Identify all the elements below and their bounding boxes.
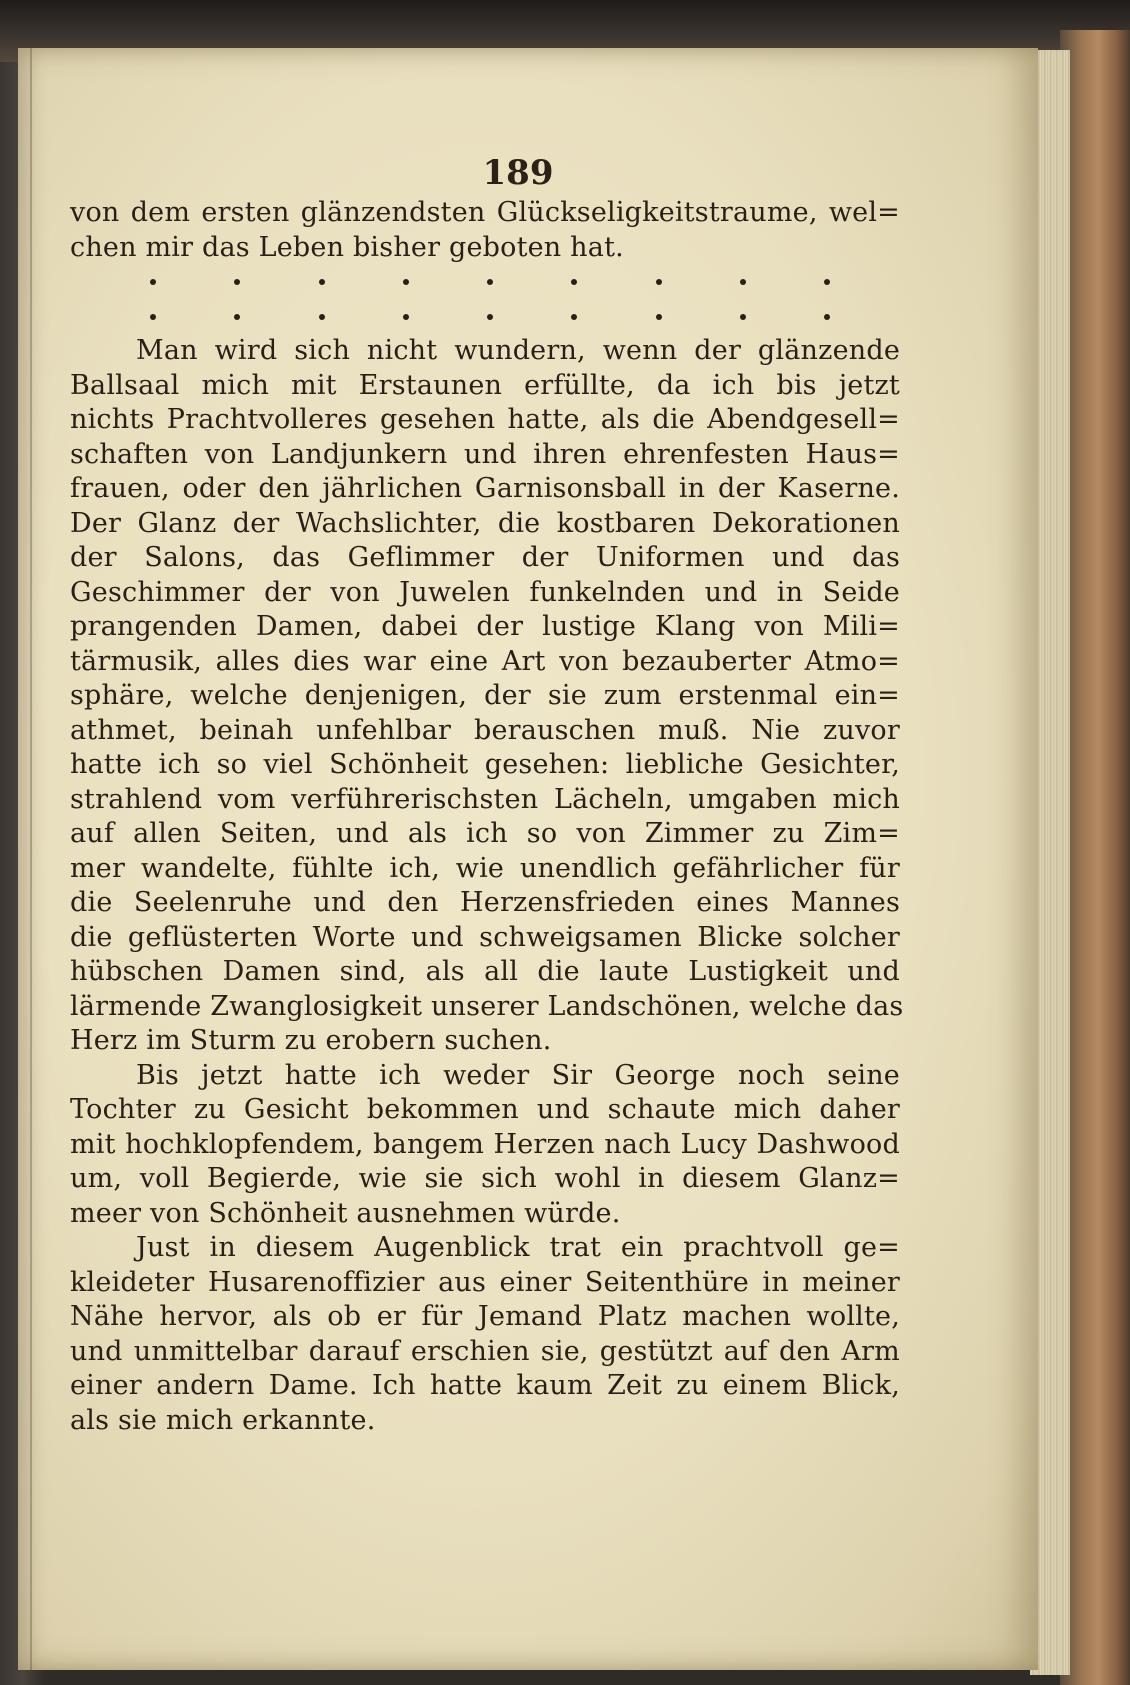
text-line: auf allen Seiten, und als ich so von Zimmer zu Zim= — [70, 818, 900, 849]
text-line: als sie mich erkannte. — [70, 1404, 376, 1436]
text-line: lärmende Zwanglosigkeit unserer Landschönen, welche das — [70, 990, 904, 1022]
book-cover-edge — [1060, 30, 1130, 1685]
text-line: Ballsaal mich mit Erstaunen erfüllte, da ich bis jetzt — [70, 369, 900, 401]
text-line: nichts Prachtvolleres gesehen hatte, als die Abendgesell= — [70, 404, 900, 435]
text-line: der Salons, das Geflimmer der Uniformen und das — [70, 542, 900, 573]
page-gutter — [30, 48, 32, 1670]
ellipsis-dot — [740, 314, 746, 320]
page-number: 189 — [482, 153, 554, 193]
text-line: die Seelenruhe und den Herzensfrieden eines Mannes — [70, 887, 900, 918]
text-line: strahlend vom verführerischsten Lächeln, umgaben mich — [70, 783, 900, 815]
ellipsis-dot — [403, 279, 409, 285]
text-line: Herz im Sturm zu erobern suchen. — [70, 1025, 552, 1056]
ellipsis-row — [70, 300, 900, 335]
ellipsis-dot — [319, 314, 325, 320]
text-line: Tochter zu Gesicht bekommen und schaute mich daher — [70, 1094, 900, 1125]
text-line: Bis jetzt hatte ich weder Sir George noch seine — [136, 1059, 900, 1091]
ellipsis-dot — [150, 314, 156, 320]
ellipsis-dot — [571, 279, 577, 285]
ellipsis-dot — [403, 314, 409, 320]
text-line: von dem ersten glänzendsten Glückseligkeitstraume, wel= — [70, 197, 900, 228]
ellipsis-dot — [824, 279, 830, 285]
text-line: sphäre, welche denjenigen, der sie zum erstenmal ein= — [70, 680, 900, 711]
text-line: hübschen Damen sind, als all die laute Lustigkeit und — [70, 956, 900, 987]
ellipsis-dot — [740, 279, 746, 285]
text-line: einer andern Dame. Ich hatte kaum Zeit zu einem Blick, — [70, 1370, 900, 1401]
paragraph-3 — [70, 1231, 900, 1438]
ellipsis-dot — [487, 279, 493, 285]
page-text — [70, 196, 904, 1438]
text-line: prangenden Damen, dabei der lustige Klang von Mili= — [70, 611, 900, 642]
ellipsis-row — [70, 265, 900, 300]
text-line: schaften von Landjunkern und ihren ehrenfesten Haus= — [70, 438, 900, 470]
text-line: Geschimmer der von Juwelen funkelnden und in Seide — [70, 576, 900, 608]
text-line: Nähe hervor, als ob er für Jemand Platz machen wollte, — [70, 1301, 900, 1332]
ellipsis-dot — [824, 314, 830, 320]
text-line: kleideter Husarenoffizier aus einer Seitenthüre in meiner — [70, 1266, 900, 1298]
text-line: Der Glanz der Wachslichter, die kostbaren Dekorationen — [70, 507, 900, 539]
paragraph-2 — [70, 1059, 900, 1232]
text-line: um, voll Begierde, wie sie sich wohl in diesem Glanz= — [70, 1163, 900, 1194]
text-line: Just in diesem Augenblick trat ein prachtvoll ge= — [136, 1232, 900, 1263]
text-line: mer wandelte, fühlte ich, wie unendlich gefährlicher für — [70, 852, 900, 884]
text-line: die geflüsterten Worte und schweigsamen Blicke solcher — [70, 921, 900, 953]
text-line: hatte ich so viel Schönheit gesehen: liebliche Gesichter, — [70, 749, 900, 780]
text-line: frauen, oder den jährlichen Garnisonsball in der Kaserne. — [70, 473, 900, 504]
ellipsis-dot — [150, 279, 156, 285]
text-line: mit hochklopfendem, bangem Herzen nach Lucy Dashwood — [70, 1128, 900, 1160]
ellipsis-dot — [234, 314, 240, 320]
text-line: tärmusik, alles dies war eine Art von bezauberter Atmo= — [70, 645, 900, 677]
ellipsis-dot — [656, 314, 662, 320]
text-line: und unmittelbar darauf erschien sie, gestützt auf den Arm — [70, 1335, 900, 1367]
ellipsis-dot — [234, 279, 240, 285]
ellipsis-dot — [487, 314, 493, 320]
ellipsis-dot — [571, 314, 577, 320]
text-line: athmet, beinah unfehlbar berauschen muß. Nie zuvor — [70, 714, 900, 746]
paragraph-1 — [70, 334, 904, 1059]
text-line: chen mir das Leben bisher geboten hat. — [70, 231, 624, 263]
text-line: meer von Schönheit ausnehmen würde. — [70, 1197, 621, 1229]
ellipsis-dot — [656, 279, 662, 285]
ellipsis-dot — [319, 279, 325, 285]
book-page — [18, 48, 1038, 1670]
text-line: Man wird sich nicht wundern, wenn der glänzende — [136, 335, 900, 366]
